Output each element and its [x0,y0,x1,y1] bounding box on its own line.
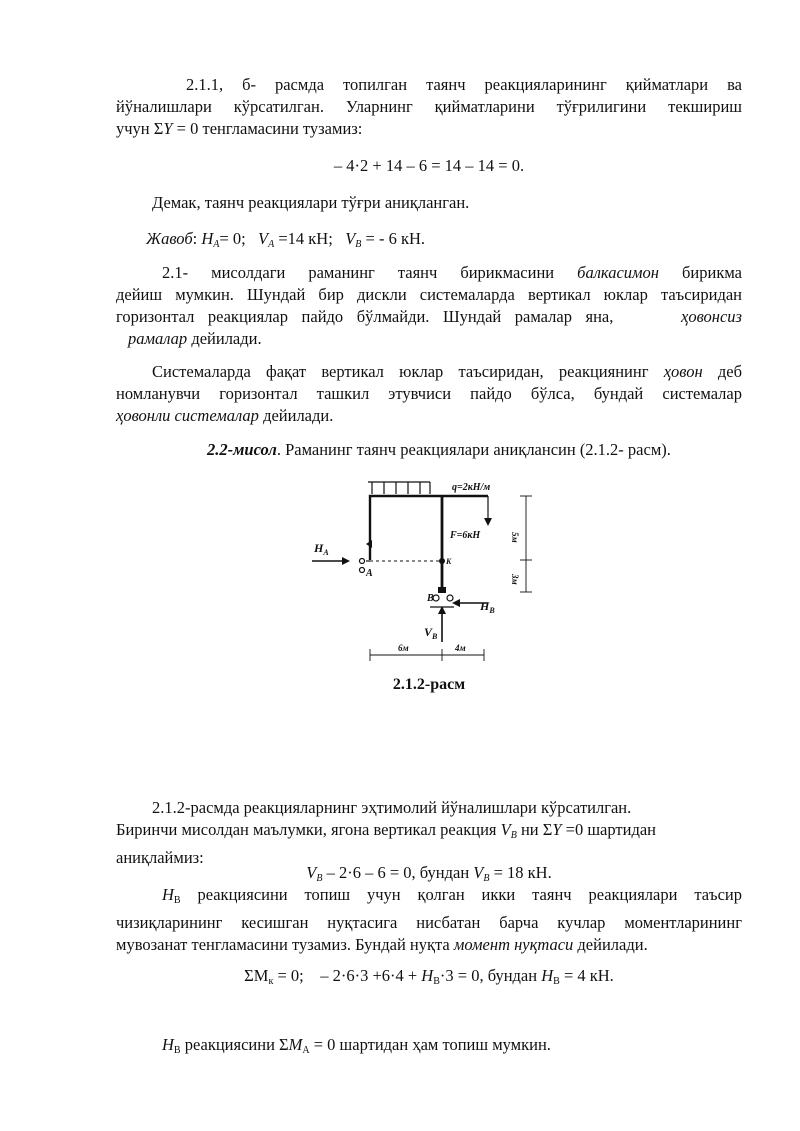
support-b-pin [433,595,439,601]
support-b-block [438,587,446,593]
paragraph-3 [116,262,742,350]
equation-vb: $V_B - 2\cdot 6 - 6 = 0$, бундан $V_B = 18$ кН. [306,863,552,884]
force-f-arrowhead [484,518,492,526]
label-4m: 4м [455,643,466,653]
p1-line3: учун ΣY = 0 тенгламасини тузамиз: [116,119,363,138]
label-ha: $H_A$ [314,541,329,557]
p1-line2: йўналишлари кўрсатилган. Уларнинг қийматларини тўғрилигини текшириш [116,97,742,116]
paragraph-8: $H_B$ реакциясини $\Sigma M_A = 0$ шартидан ҳам топиш мумкин. [162,1035,551,1056]
paragraph-6 [116,797,742,869]
p4-line1: Системаларда фақат вертикал юклар таъсиридан, реакциянинг ҳовон деб [152,362,742,381]
label-hb: $H_B$ [480,599,495,615]
equation-check: – 4·2 + 14 – 6 = 14 – 14 = 0. [333,156,525,175]
paragraph-4 [116,361,742,427]
example-label: 2.2-мисол [207,440,277,459]
label-5m: 5м [510,532,520,543]
label-a: A [366,568,373,579]
label-q: q=2кН/м [452,482,491,493]
p7-line1: $H_B$ реакциясини топиш учун қолган икки таянч реакциялари таъсир [162,885,742,906]
frame-diagram [300,470,540,670]
equation-moment: $\Sigma M_к = 0$; – $2\cdot 6\cdot 3 +6\cdot 4 + H_B\cdot 3 = 0$, бундан $H_B = 4$ кН. [244,966,614,987]
p4-line2: номланувчи горизонтал ташкил этувчиси пайдо бўлса, бундай системалар [116,384,742,403]
p3-line2: дейиш мумкин. Шундай бир дискли системаларда вертикал юклар таъсиридан [116,285,742,304]
frame-left-and-top [370,496,488,560]
p7-line3: мувозанат тенгламасини тузамиз. Бундай нуқта момент нуқтаси дейилади. [116,935,648,954]
example-2-2: 2.2-мисол. Раманинг таянч реакциялари аниқлансин (2.1.2- расм). [207,440,671,459]
label-vb: $V_B$ [424,625,438,641]
p7-line2: чизиқларининг кесишган нуқтасига нисбатан барча кучлар моментларининг [116,913,742,932]
support-a-pin [360,568,365,573]
label-k: K [446,557,452,566]
paragraph-1 [116,74,742,140]
paragraph-7 [116,884,742,956]
p3-line3: горизонтал реакциялар пайдо бўлмайди. Шундай рамалар яна, ҳовонсиз [116,307,742,326]
p3-line4: рамалар дейилади. [128,329,262,348]
p6-line1: 2.1.2-расмда реакцияларнинг эҳтимолий йўналишлари кўрсатилган. [152,798,632,817]
p4-line3: ҳовонли системалар дейилади. [116,406,334,425]
ha-arrowhead [342,557,350,565]
point-k [439,558,445,564]
p6-line2: Биринчи мисолдан маълумки, ягона вертикал реакция $V_B$ ни ΣY =0 шартидан [116,820,657,841]
answer-line: Жавоб: $H_A= 0$; $V_A =14$ кН; $V_B$ = - 6 кН. [146,229,425,250]
p1-line1: 2.1.1, б- расмда топилган таянч реакцияларининг қийматлари ва [186,75,742,94]
p3-line1: 2.1- мисолдаги раманинг таянч бирикмасини балкасимон бирикма [162,263,742,282]
label-f: F=6кН [450,530,481,541]
support-b-pin [447,595,453,601]
label-3m: 3м [510,574,520,585]
support-a-pin [360,559,365,564]
p6-line3: аниқлаймиз: [116,848,204,867]
paragraph-2: Демак, таянч реакциялари тўғри аниқланган. [152,193,470,212]
figure-caption: 2.1.2-расм [392,676,466,693]
hb-arrowhead [452,599,460,607]
label-6m: 6м [398,643,409,653]
label-b: B [427,593,434,604]
